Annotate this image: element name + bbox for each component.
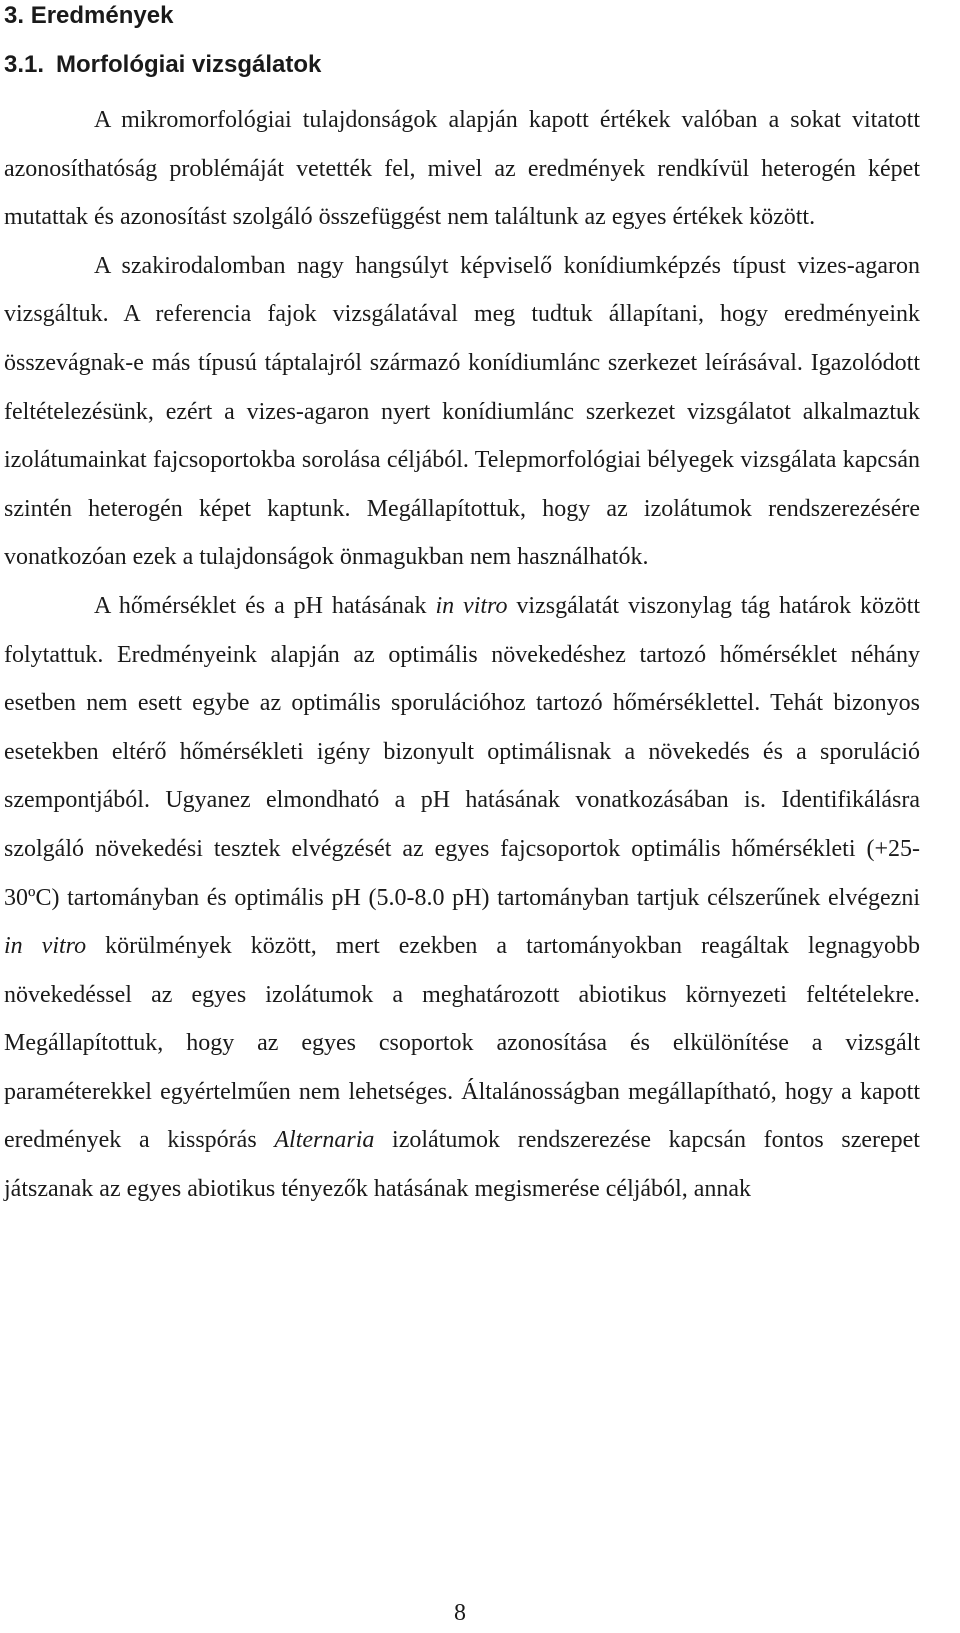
chapter-heading [4,2,173,30]
in-vitro-italic-1: in vitro [435,592,508,619]
paragraph-2: A szakirodalomban nagy hangsúlyt képviselő konídiumképzés típust vizes-agaron vizsgáltuk. A referencia fajok vizsgálatával meg tudtuk állapítani, hogy eredményeink összevágnak-e más típusú táptalajról származó konídiumlánc szerkezet leírásával. Igazolódott feltételezésünk, ezért a vizes-agaron nyert konídiumlánc szerkezet vizsgálatot alkalmaztuk izolátumainkat fajcsoportokba sorolása céljából. Telepmorfológiai bélyegek vizsgálata kapcsán szintén heterogén képet kaptunk. Megállapítottuk, hogy az izolátumok rendszerezésére vonatkozóan ezek a tulajdonságok önmagukban nem használhatók. [4,252,920,571]
paragraph-3-text-a: A hőmérséklet és a pH hatásának [94,592,436,619]
chapter-title: Eredmények [30,2,174,29]
in-vitro-italic-2: in vitro [4,933,87,960]
section-number: 3.1. [4,51,45,78]
section-title: Morfológiai vizsgálatok [56,51,322,78]
paragraph-1: A mikromorfológiai tulajdonságok alapján kapott értékek valóban a sokat vitatott azonosíthatóság problémáját vetették fel, mivel az eredmények rendkívül heterogén képet mutattak és azonosítást szolgáló összefüggést nem találtunk az egyes értékek között. [4,107,920,231]
paragraph-3 [4,582,920,1214]
alternaria-italic: Alternaria [274,1127,375,1154]
body-text [4,96,920,1214]
chapter-number: 3. [4,2,25,29]
section-heading [4,51,321,79]
paragraph-3-text-d: izolátumok rendszerezése kapcsán fontos szerepet játszanak az egyes abiotikus tényezők hatásának megismerése céljából, annak [4,1127,920,1203]
paragraph-3-text-b: vizsgálatát viszonylag tág határok között folytattuk. Eredményeink alapján az optimális növekedéshez tartozó hőmérséklet néhány esetben nem esett egybe az optimális sporulációhoz tartozó hőmérséklettel. Tehát bizonyos esetekben eltérő hőmérsékleti igény bizonyult optimálisnak a növekedés és a sporuláció szempontjából. Ugyanez elmondható a pH hatásának vonatkozásában is. Identifikálásra szolgáló növekedési tesztek elvégzését az egyes fajcsoportok optimális hőmérsékleti (+25-30ºC) tartományban és optimális pH (5.0-8.0 pH) tartományban tartjuk célszerűnek elvégezni [4,592,920,911]
paragraph-3-text-c: körülmények között, mert ezekben a tartományokban reagáltak legnagyobb növekedéssel az egyes izolátumok a meghatározott abiotikus környezeti feltételekre. Megállapítottuk, hogy az egyes csoportok azonosítása és elkülönítése a vizsgált paraméterekkel egyértelműen nem lehetséges. Általánosságban megállapítható, hogy a kapott eredmények a kisspórás [4,933,920,1154]
page-number: 8 [454,1600,466,1626]
